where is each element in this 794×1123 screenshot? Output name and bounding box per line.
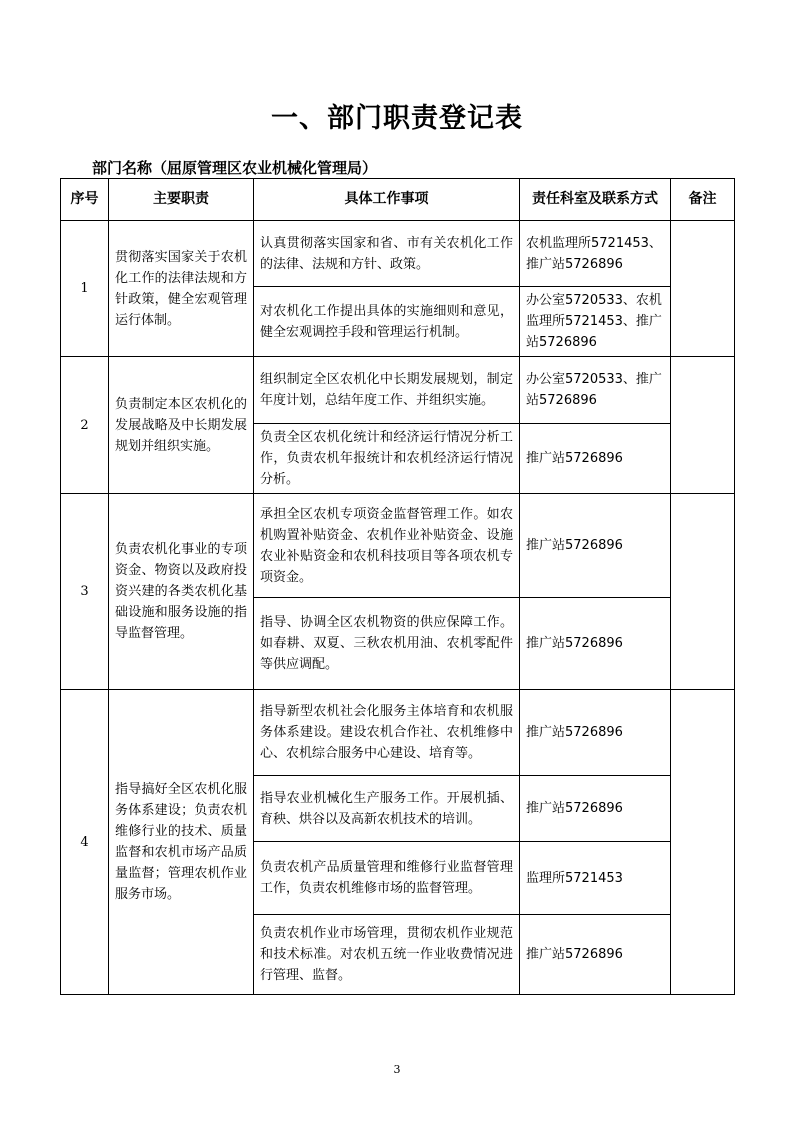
row-contact: 推广站5726896: [520, 915, 671, 995]
header-tasks: 具体工作事项: [254, 179, 520, 221]
table-row: [61, 494, 735, 598]
header-seq: 序号: [61, 179, 109, 221]
row-contact: 推广站5726896: [520, 494, 671, 598]
row-remarks: [671, 494, 735, 690]
row-contact: 推广站5726896: [520, 424, 671, 494]
header-contact: 责任科室及联系方式: [520, 179, 671, 221]
header-remarks: 备注: [671, 179, 735, 221]
table-row: [61, 221, 735, 287]
row-main-duty: 负责制定本区农机化的发展战略及中长期发展规划并组织实施。: [109, 357, 254, 494]
row-task: 对农机化工作提出具体的实施细则和意见，健全宏观调控手段和管理运行机制。: [254, 287, 520, 357]
row-seq: 3: [61, 494, 109, 690]
row-main-duty: 负责农机化事业的专项资金、物资以及政府投资兴建的各类农机化基础设施和服务设施的指导监督管理。: [109, 494, 254, 690]
row-main-duty: 指导搞好全区农机化服务体系建设；负责农机维修行业的技术、质量监督和农机市场产品质量监督；管理农机作业服务市场。: [109, 690, 254, 995]
row-task: 认真贯彻落实国家和省、市有关农机化工作的法律、法规和方针、政策。: [254, 221, 520, 287]
table-row: [61, 690, 735, 776]
row-contact: 推广站5726896: [520, 690, 671, 776]
page-title: 一、部门职责登记表: [271, 103, 523, 134]
row-remarks: [671, 221, 735, 357]
row-seq: 4: [61, 690, 109, 995]
row-remarks: [671, 690, 735, 995]
row-contact: 办公室5720533、农机监理所5721453、推广站5726896: [520, 287, 671, 357]
header-main-duty: 主要职责: [109, 179, 254, 221]
table-header-row: [61, 179, 735, 221]
row-task: 组织制定全区农机化中长期发展规划，制定年度计划，总结年度工作、并组织实施。: [254, 357, 520, 424]
row-seq: 2: [61, 357, 109, 494]
row-task: 指导新型农机社会化服务主体培育和农机服务体系建设。建设农机合作社、农机维修中心、农机综合服务中心建设、培育等。: [254, 690, 520, 776]
row-task: 承担全区农机专项资金监督管理工作。如农机购置补贴资金、农机作业补贴资金、设施农业补贴资金和农机科技项目等各项农机专项资金。: [254, 494, 520, 598]
row-seq: 1: [61, 221, 109, 357]
row-task: 指导、协调全区农机物资的供应保障工作。如春耕、双夏、三秋农机用油、农机零配件等供应调配。: [254, 598, 520, 690]
row-contact: 推广站5726896: [520, 598, 671, 690]
row-contact: 监理所5721453: [520, 842, 671, 915]
row-contact: 办公室5720533、推广站5726896: [520, 357, 671, 424]
duty-table: [60, 178, 735, 995]
page-number: 3: [393, 1063, 401, 1076]
row-main-duty: 贯彻落实国家关于农机化工作的法律法规和方针政策，健全宏观管理运行体制。: [109, 221, 254, 357]
row-contact: 农机监理所5721453、推广站5726896: [520, 221, 671, 287]
row-task: 指导农业机械化生产服务工作。开展机插、育秧、烘谷以及高新农机技术的培训。: [254, 776, 520, 842]
row-remarks: [671, 357, 735, 494]
table-row: [61, 357, 735, 424]
row-contact: 推广站5726896: [520, 776, 671, 842]
row-task: 负责全区农机化统计和经济运行情况分析工作，负责农机年报统计和农机经济运行情况分析。: [254, 424, 520, 494]
row-task: 负责农机产品质量管理和维修行业监督管理工作，负责农机维修市场的监督管理。: [254, 842, 520, 915]
row-task: 负责农机作业市场管理，贯彻农机作业规范和技术标准。对农机五统一作业收费情况进行管理、监督。: [254, 915, 520, 995]
department-label: 部门名称（屈原管理区农业机械化管理局）: [92, 159, 378, 177]
